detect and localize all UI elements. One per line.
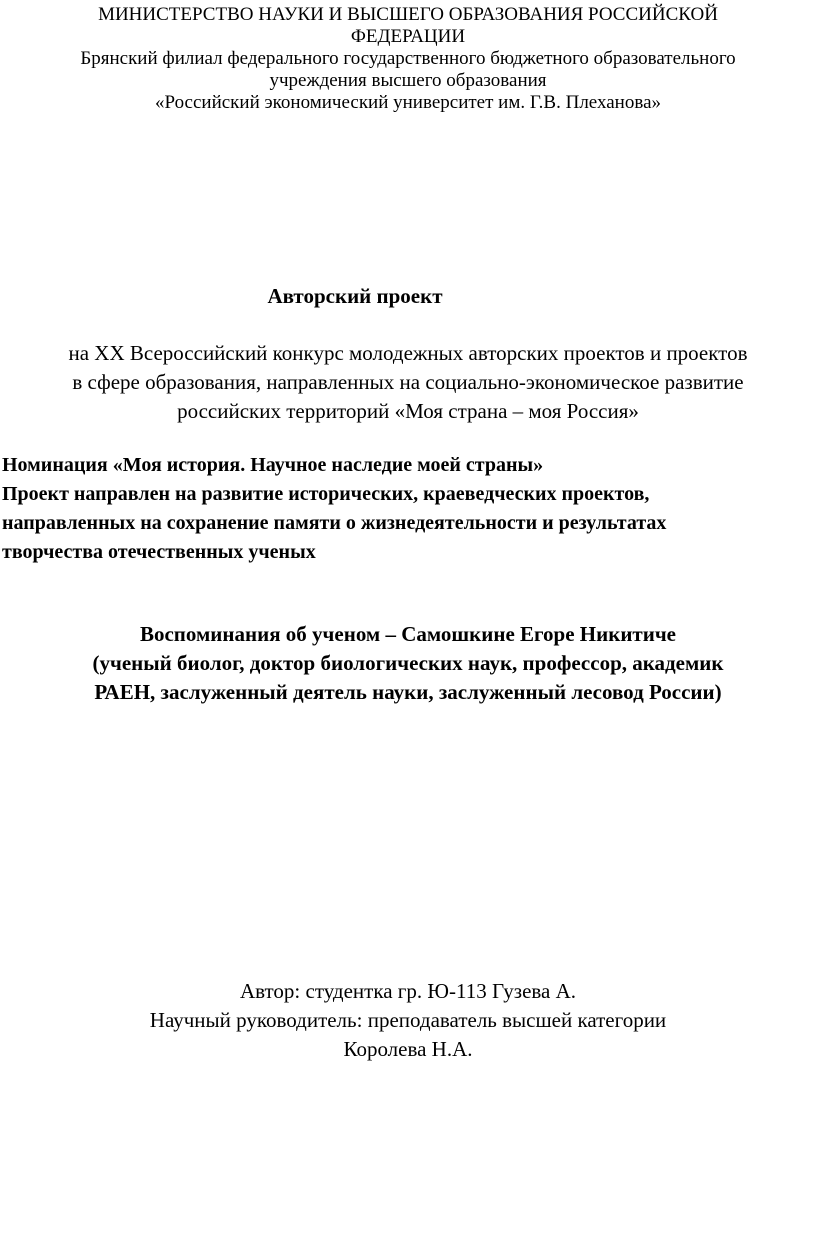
subject-line-3: РАЕН, заслуженный деятель науки, заслуженный лесовод России) — [94, 680, 722, 704]
header-branch-line-2: учреждения высшего образования — [269, 70, 547, 91]
nomination-section — [2, 451, 816, 567]
nomination-line-2: Проект направлен на развитие исторических, краеведческих проектов, — [2, 483, 650, 505]
nomination-line-4: творчества отечественных ученых — [2, 541, 316, 563]
contest-line-1: на XX Всероссийский конкурс молодежных авторских проектов и проектов — [68, 341, 748, 365]
contest-line-3: российских территорий «Моя страна – моя Россия» — [177, 399, 639, 423]
subject-line-2: (ученый биолог, доктор биологических наук, профессор, академик — [92, 651, 724, 675]
header-ministry-line-1: МИНИСТЕРСТВО НАУКИ И ВЫСШЕГО ОБРАЗОВАНИЯ РОССИЙСКОЙ — [98, 4, 718, 25]
institution-header — [0, 4, 816, 114]
header-ministry-line-2: ФЕДЕРАЦИИ — [350, 26, 466, 47]
nomination-title: Номинация «Моя история. Научное наследие моей страны» — [2, 454, 544, 476]
header-branch-line-1: Брянский филиал федерального государственного бюджетного образовательного — [80, 48, 736, 69]
nomination-line-3: направленных на сохранение памяти о жизнедеятельности и результатах — [2, 512, 667, 534]
supervisor-name: Королева Н.А. — [343, 1037, 473, 1061]
project-subject — [0, 620, 816, 707]
contest-description — [0, 339, 816, 426]
header-university-name: «Российский экономический университет им. Г.В. Плеханова» — [154, 92, 661, 113]
page-title: Авторский проект — [267, 284, 443, 308]
supervisor-role: Научный руководитель: преподаватель высшей категории — [149, 1008, 667, 1032]
contest-line-2: в сфере образования, направленных на социально-экономическое развитие — [72, 370, 744, 394]
subject-line-1: Воспоминания об ученом – Самошкине Егоре Никитиче — [139, 622, 677, 646]
author-name: Автор: студентка гр. Ю-113 Гузева А. — [239, 979, 577, 1003]
author-info — [0, 977, 816, 1064]
